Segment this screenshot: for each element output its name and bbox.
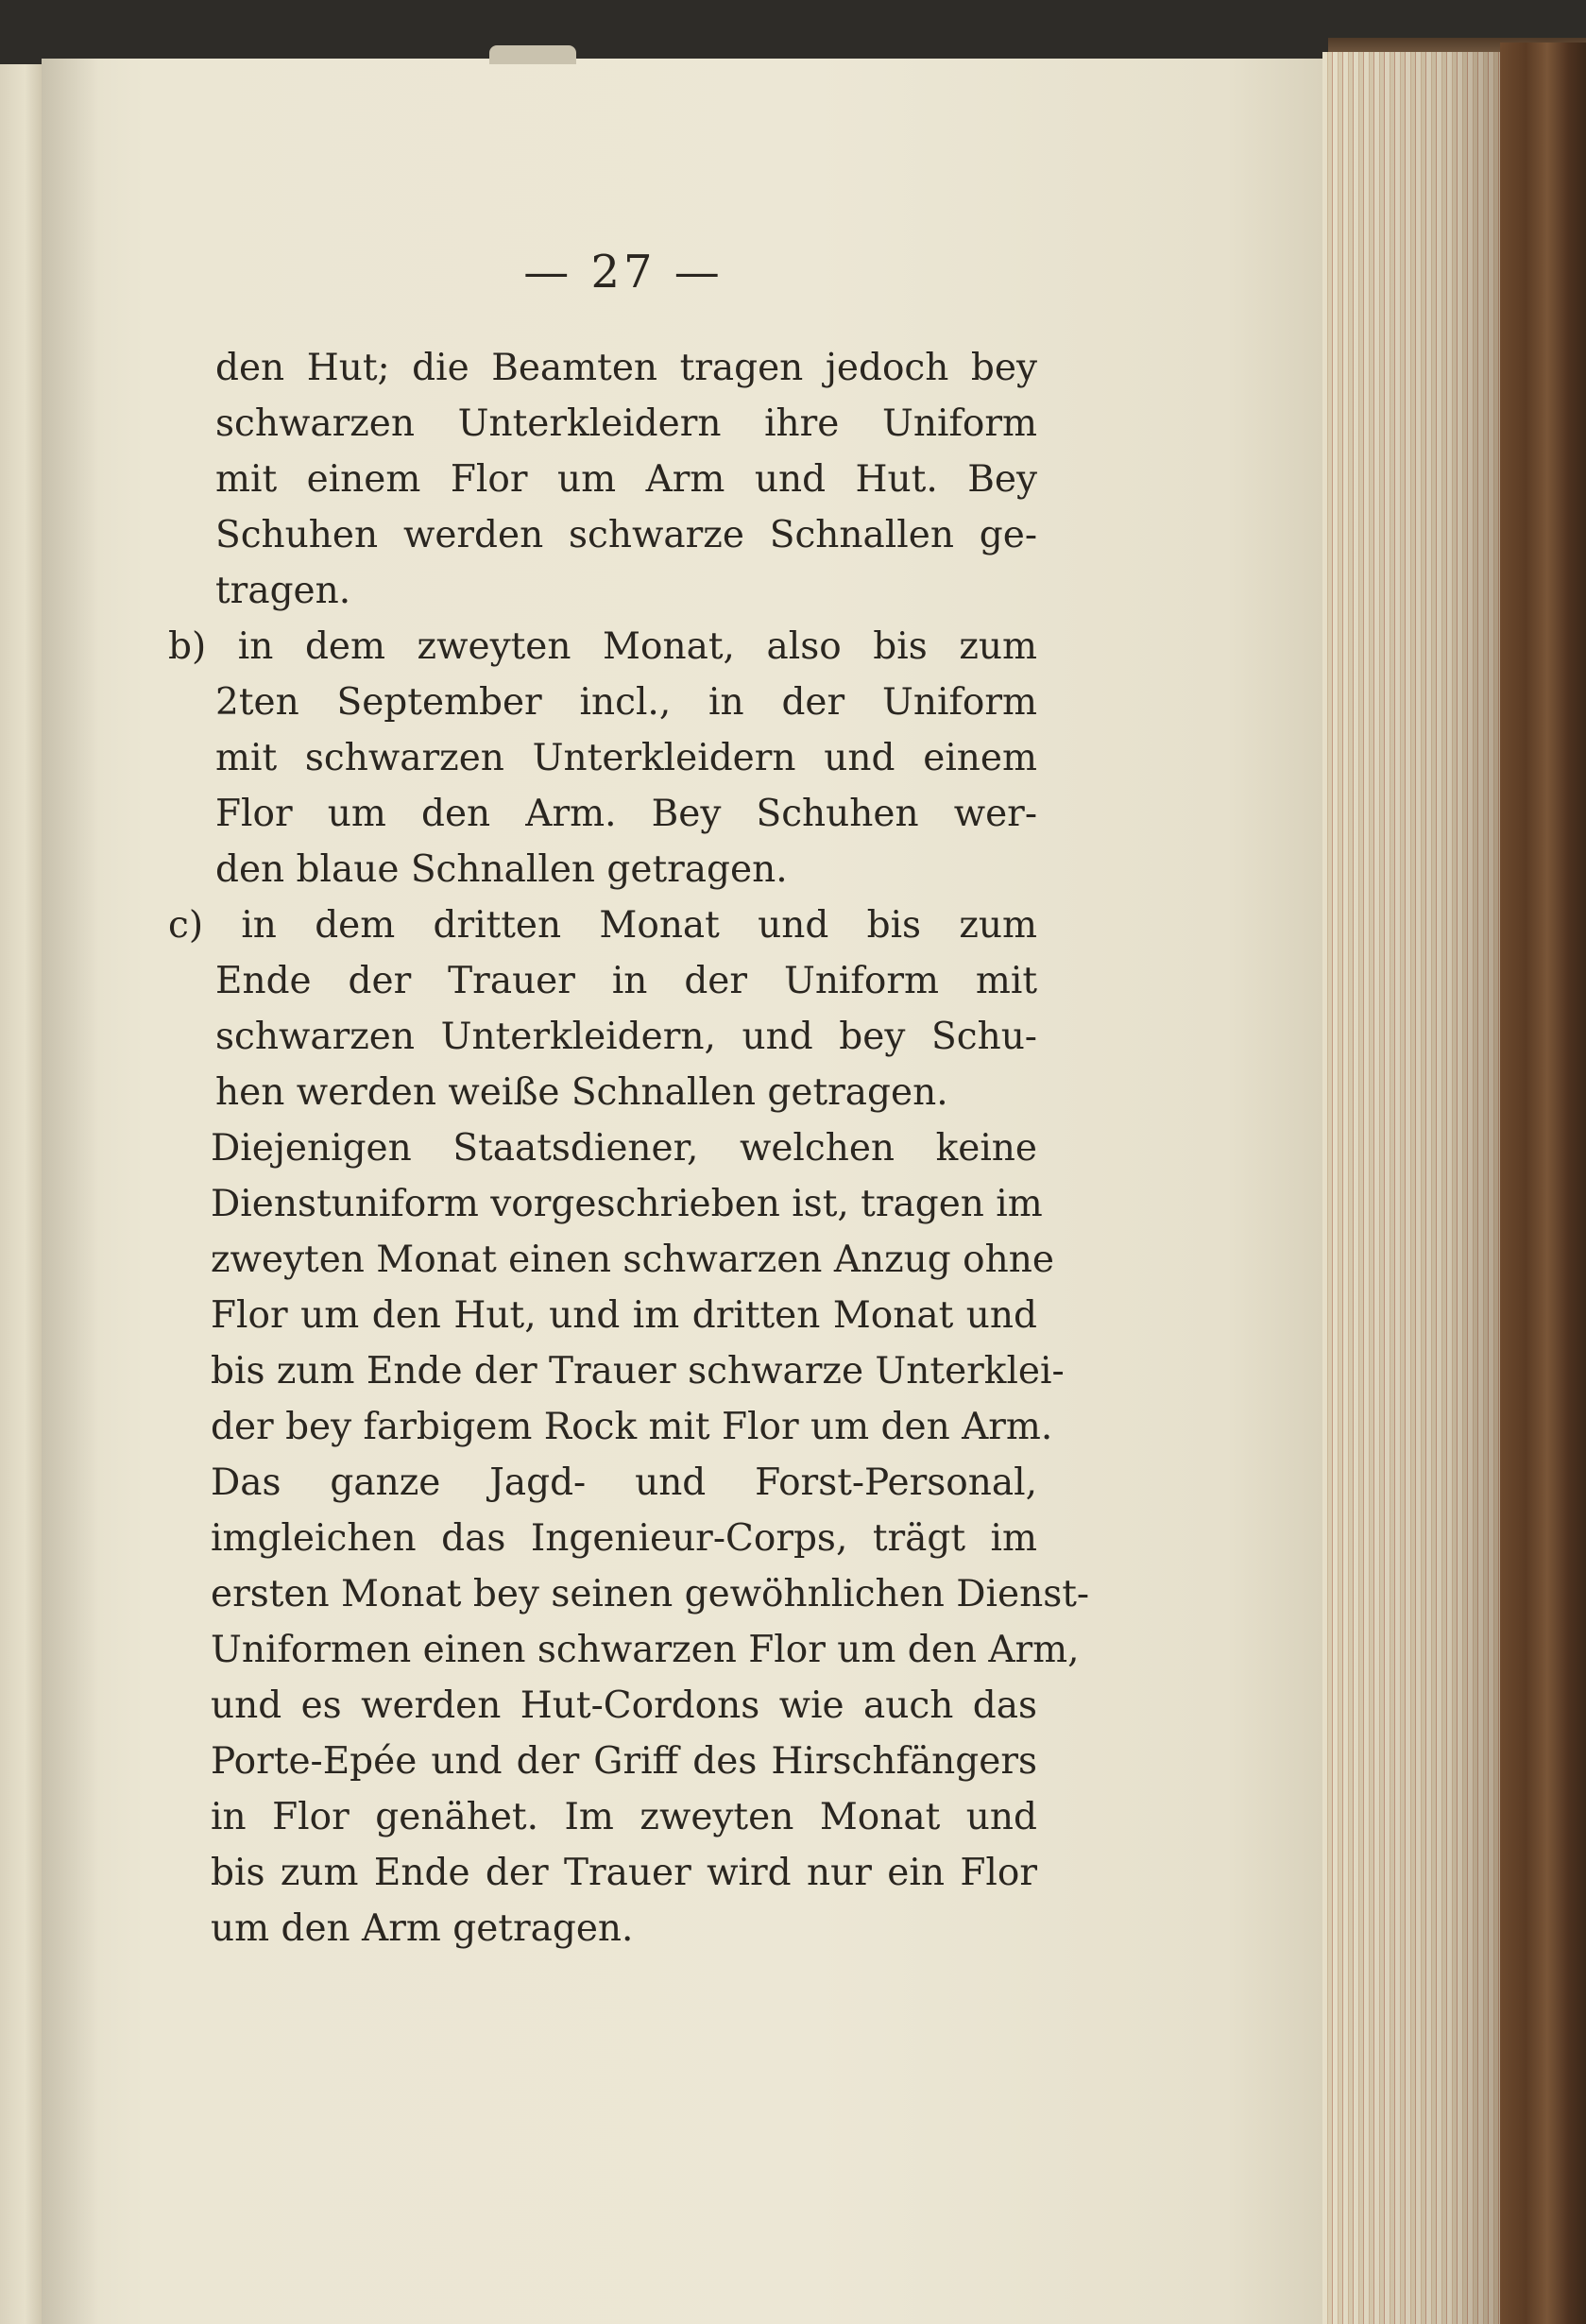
text-line: mit schwarzen Unterkleidern und einem	[215, 737, 1037, 779]
text-line: imgleichen das Ingenieur-Corps, trägt im	[211, 1517, 1037, 1560]
text-line: Das ganze Jagd- und Forst-Personal,	[211, 1461, 1037, 1504]
text-line: bis zum Ende der Trauer wird nur ein Flor	[211, 1852, 1037, 1894]
text-line: Diejenigen Staatsdiener, welchen keine	[211, 1127, 1037, 1170]
previous-page-edge	[0, 64, 42, 2324]
text-line: Schuhen werden schwarze Schnallen ge-	[215, 514, 1037, 556]
page-text	[168, 340, 1090, 1957]
text-line: in Flor genähet. Im zweyten Monat und	[211, 1796, 1037, 1838]
text-line: ersten Monat bey seinen gewöhnlichen Dienst-	[211, 1573, 1090, 1615]
text-line: Ende der Trauer in der Uniform mit	[215, 960, 1037, 1002]
text-line: hen werden weiße Schnallen getragen.	[215, 1071, 948, 1114]
text-line: Flor um den Arm. Bey Schuhen wer-	[215, 793, 1037, 835]
text-line: Uniformen einen schwarzen Flor um den Arm,	[211, 1629, 1080, 1671]
text-line: Porte-Epée und der Griff des Hirschfängers	[211, 1740, 1037, 1783]
text-line: mit einem Flor um Arm und Hut. Bey	[215, 458, 1037, 501]
text-line: und es werden Hut-Cordons wie auch das	[211, 1684, 1037, 1727]
text-line: schwarzen Unterkleidern, und bey Schu-	[215, 1016, 1037, 1058]
leather-binding	[1500, 43, 1586, 2324]
text-line: tragen.	[215, 570, 351, 612]
page-edges-shade	[1322, 52, 1502, 2324]
text-line: schwarzen Unterkleidern ihre Uniform	[215, 402, 1037, 445]
text-line: den Hut; die Beamten tragen jedoch bey	[215, 347, 1037, 389]
text-line: c) in dem dritten Monat und bis zum	[168, 904, 1037, 947]
bookmark-tab	[489, 45, 576, 64]
text-line: der bey farbigem Rock mit Flor um den Arm.	[211, 1406, 1053, 1448]
text-line: 2ten September incl., in der Uniform	[215, 681, 1037, 724]
text-line: zweyten Monat einen schwarzen Anzug ohne	[211, 1239, 1054, 1281]
text-line: bis zum Ende der Trauer schwarze Unterklei-	[211, 1350, 1065, 1393]
text-line: um den Arm getragen.	[211, 1907, 634, 1950]
text-line: Dienstuniform vorgeschrieben ist, tragen im	[211, 1183, 1043, 1225]
page-gutter	[42, 59, 98, 2324]
text-line: b) in dem zweyten Monat, also bis zum	[168, 625, 1037, 668]
text-line: Flor um den Hut, und im dritten Monat und	[211, 1294, 1037, 1337]
page-number: — 27 —	[523, 246, 724, 299]
text-line: den blaue Schnallen getragen.	[215, 848, 788, 891]
